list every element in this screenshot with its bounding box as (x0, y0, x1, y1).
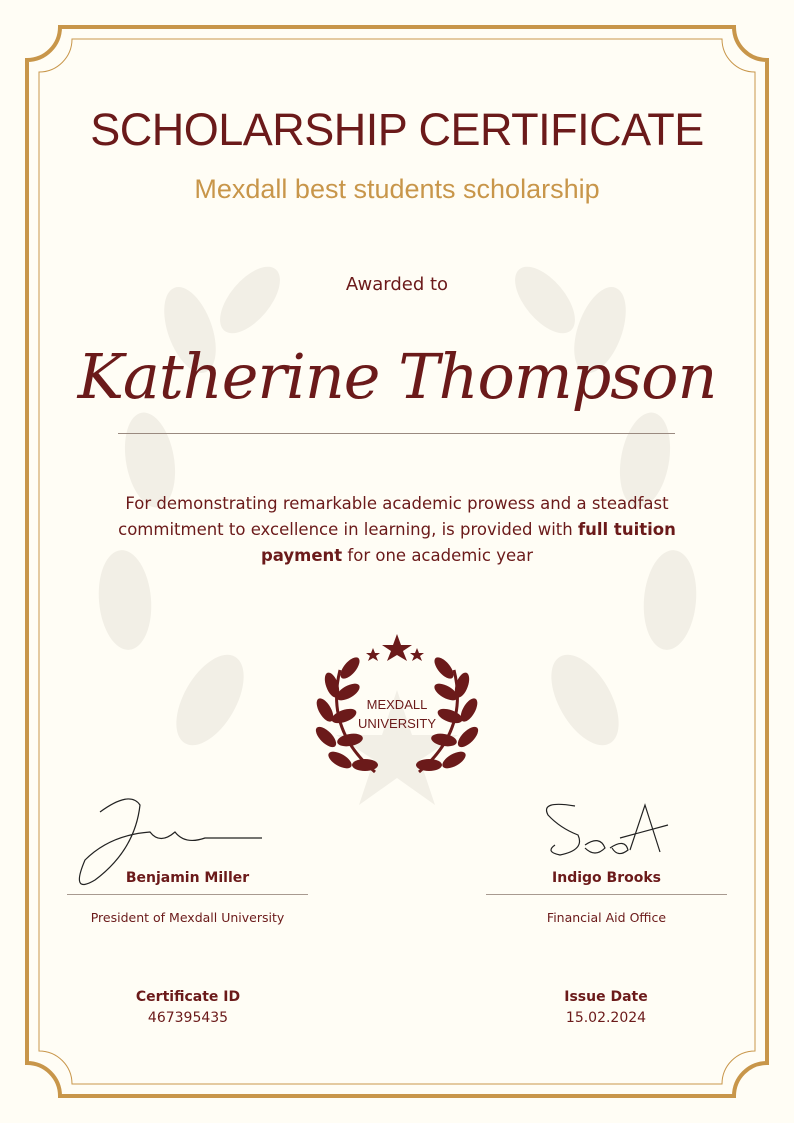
certificate-id-label: Certificate ID (135, 989, 241, 1005)
issue-date-value: 15.02.2024 (565, 1010, 647, 1026)
certificate-id-value: 467395435 (147, 1010, 229, 1026)
signature-line (486, 894, 727, 895)
signatory-role: Financial Aid Office (546, 910, 667, 925)
seal-text-line2: UNIVERSITY (357, 716, 436, 731)
signatory-name: Benjamin Miller (125, 870, 250, 886)
signature-indigo-brooks (547, 804, 668, 855)
description-text: For demonstrating remarkable academic prowess and a steadfast commitment to excellence in learning, is provided with (118, 494, 669, 539)
name-underline (118, 433, 675, 434)
certificate-description (115, 491, 679, 569)
signatory-name: Indigo Brooks (552, 870, 661, 886)
certificate-subtitle: Mexdall best students scholarship (194, 174, 600, 204)
seal-text-line1: MEXDALL (366, 697, 428, 712)
signatory-role: President of Mexdall University (90, 910, 285, 925)
certificate-title: SCHOLARSHIP CERTIFICATE (90, 104, 704, 155)
description-text-end: for one academic year (342, 546, 534, 565)
issue-date-label: Issue Date (564, 989, 648, 1005)
description-highlight: full tuition payment (260, 520, 676, 565)
recipient-name: Katherine Thompson (77, 340, 717, 413)
awarded-to-label: Awarded to (345, 274, 449, 295)
signature-line (67, 894, 308, 895)
